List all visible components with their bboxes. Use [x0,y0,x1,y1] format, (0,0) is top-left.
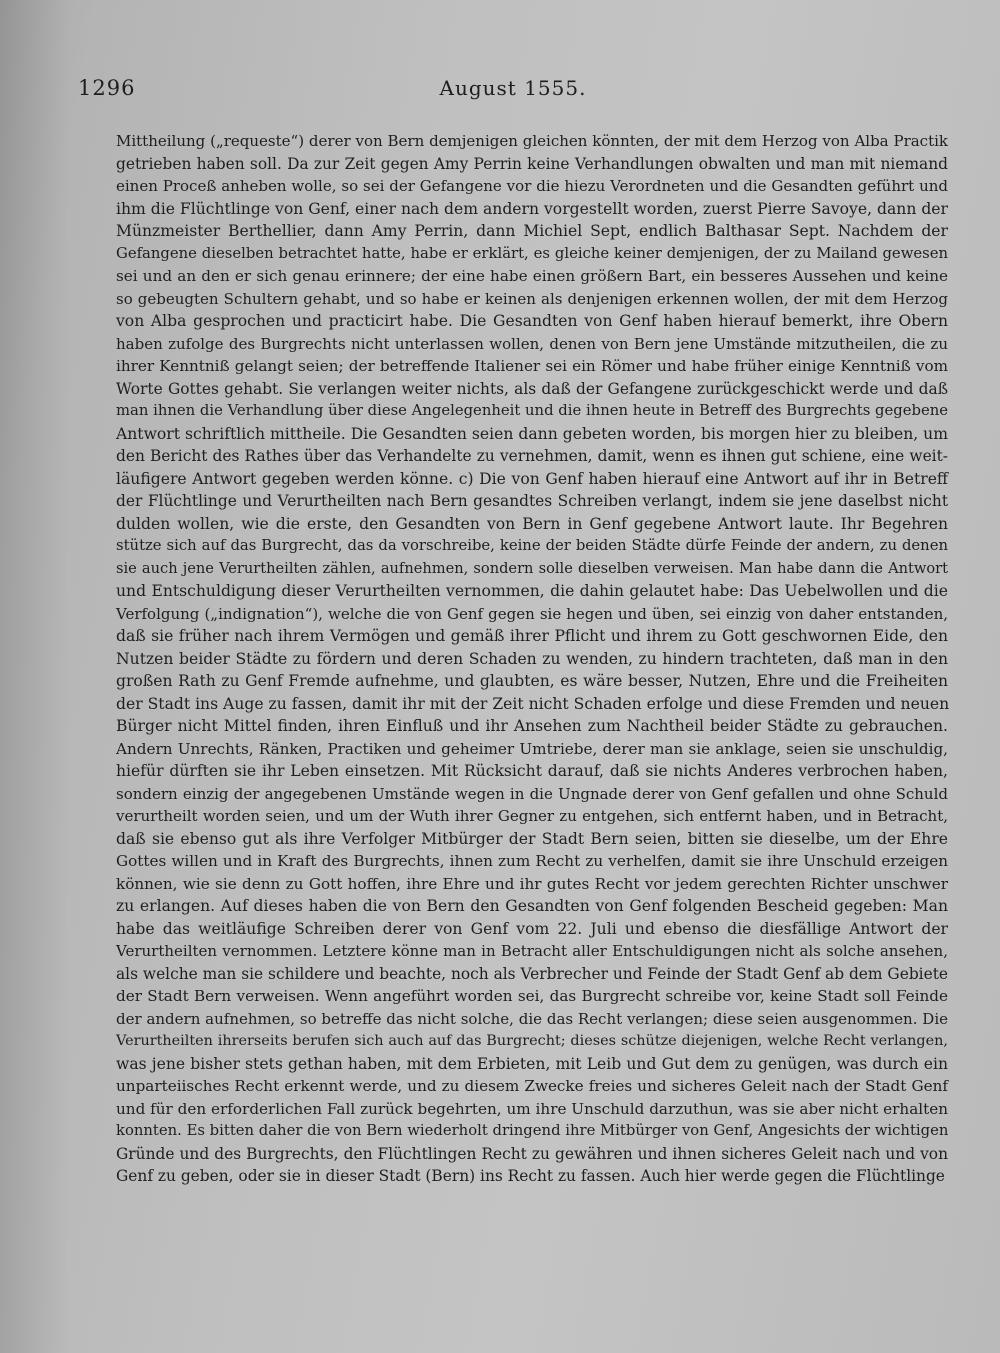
text-line: der Stadt ins Auge zu fassen, damit ihr mit der Zeit nicht Schaden erfolge und diese Fremden und neuen [116,694,950,713]
text-line: daß sie ebenso gut als ihre Verfolger Mitbürger der Stadt Bern seien, bitten sie dieselbe, um der Ehre [116,829,948,848]
text-line: so gebeugten Schultern gehabt, und so habe er keinen als denjenigen erkennen wollen, der mit dem Herzog [116,289,948,308]
text-line: haben zufolge des Burgrechts nicht unterlassen wollen, denen von Bern jene Umstände mitzutheilen, die zu [116,334,948,353]
text-line: dulden wollen, wie die erste, den Gesandten von Bern in Genf gegebene Antwort laute. Ihr Begehren [116,514,948,533]
page-gutter-shadow [0,0,70,1353]
text-line: Gefangene dieselben betrachtet hatte, habe er erklärt, es gleiche keiner demjenigen, der zu Mailand gewesen [116,244,948,262]
text-line: man ihnen die Verhandlung über diese Angelegenheit und die ihnen heute in Betreff des Burgrechts gegebene [116,402,948,419]
text-line: Mittheilung („requeste“) derer von Bern demjenigen gleichen könnten, der mit dem Herzog von Alba Practik [116,132,948,150]
text-line: Genf zu geben, oder sie in dieser Stadt (Bern) ins Recht zu fassen. Auch hier werde gegen die Flüchtlinge [116,1167,945,1185]
text-line: sie auch jene Verurtheilten zählen, aufnehmen, sondern solle dieselben verweisen. Man habe dann die Antwort [116,559,948,577]
text-line: Gottes willen und in Kraft des Burgrechts, ihnen zum Recht zu verhelfen, damit sie ihre Unschuld erzeigen [116,852,948,870]
text-line: hiefür dürften sie ihr Leben einsetzen. Mit Rücksicht darauf, daß sie nichts Anderes verbrochen haben, [116,762,948,780]
text-line: ihm die Flüchtlinge von Genf, einer nach dem andern vorgestellt worden, zuerst Pierre Savoye, dann der [116,199,948,218]
text-line: und Entschuldigung dieser Verurtheilten vernommen, die dahin gelautet habe: Das Uebelwollen und die [116,582,948,600]
text-line: Verurtheilten vernommen. Letztere könne man in Betracht aller Entschuldigungen nicht als solche ansehen, [116,942,948,960]
text-line: der andern aufnehmen, so betreffe das nicht solche, die das Recht verlangen; diese seien ausgenommen. Die [116,1009,948,1028]
text-line: Verurtheilten ihrerseits berufen sich auch auf das Burgrecht; dieses schütze diejenigen, welche Recht verlangen, [116,1033,948,1049]
running-head: August 1555. [439,76,587,100]
text-line: daß sie früher nach ihrem Vermögen und gemäß ihrer Pflicht und ihrem zu Gott geschwornen Eide, den [116,627,948,645]
text-line: stütze sich auf das Burgrecht, das da vorschreibe, keine der beiden Städte dürfe Feinde der andern, zu denen [116,537,948,554]
text-line: Antwort schriftlich mittheile. Die Gesandten seien dann gebeten worden, bis morgen hier zu bleiben, um [116,424,948,443]
text-body [116,130,948,1188]
text-line: können, wie sie denn zu Gott hoffen, ihre Ehre und ihr gutes Recht vor jedem gerechten Richter unschwer [116,874,948,893]
text-line: getrieben haben soll. Da zur Zeit gegen Amy Perrin keine Verhandlungen obwalten und man mit niemand [116,154,948,173]
text-line: der Flüchtlinge und Verurtheilten nach Bern gesandtes Schreiben verlangt, indem sie jene daselbst nicht [116,492,948,510]
text-line: konnten. Es bitten daher die von Bern wiederholt dringend ihre Mitbürger von Genf, Angesichts der wichtigen [116,1122,949,1139]
text-line: einen Proceß anheben wolle, so sei der Gefangene vor die hiezu Verordneten und die Gesandten geführt und [116,177,948,195]
text-line: sei und an den er sich genau erinnere; der eine habe einen größern Bart, ein besseres Aussehen und keine [116,267,948,285]
text-line: Münzmeister Berthellier, dann Amy Perrin, dann Michiel Sept, endlich Balthasar Sept. Nachdem der [116,222,948,240]
text-line: Bürger nicht Mittel finden, ihren Einfluß und ihr Ansehen zum Nachtheil beider Städte zu gebrauchen. [116,717,948,735]
text-line: und für den erforderlichen Fall zurück begehrten, um ihre Unschuld darzuthun, was sie aber nicht erhalten [116,1099,948,1118]
text-line: verurtheilt worden seien, und um der Wuth ihrer Gegner zu entgehen, sich entfernt haben, und in Betracht, [116,807,948,825]
text-line: als welche man sie schildere und beachte, noch als Verbrecher und Feinde der Stadt Genf ab dem Gebiete [116,964,948,983]
text-line: habe das weitläufige Schreiben derer von Genf vom 22. Juli und ebenso die diesfällige Antwort der [116,919,948,938]
page-header [78,76,918,110]
text-line: der Stadt Bern verweisen. Wenn angeführt worden sei, das Burgrecht schreibe vor, keine Stadt soll Feinde [116,987,948,1005]
text-line: von Alba gesprochen und practicirt habe. Die Gesandten von Genf haben hierauf bemerkt, ihre Obern [116,312,948,330]
text-line: zu erlangen. Auf dieses haben die von Bern den Gesandten von Genf folgenden Bescheid gegeben: Man [116,897,948,915]
text-line: Nutzen beider Städte zu fördern und deren Schaden zu wenden, zu hindern trachteten, daß man in den [116,649,948,668]
text-line: ihrer Kenntniß gelangt seien; der betreffende Italiener sei ein Römer und habe früher einige Kenntniß vom [116,357,948,375]
text-line: den Bericht des Rathes über das Verhandelte zu vernehmen, damit, wenn es ihnen gut schiene, eine weit- [116,447,948,465]
text-line: großen Rath zu Genf Fremde aufnehme, und glaubten, es wäre besser, Nutzen, Ehre und die Freiheiten [116,672,948,690]
text-line: sondern einzig der angegebenen Umstände wegen in die Ungnade derer von Genf gefallen und ohne Schuld [116,784,948,803]
text-line: läufigere Antwort gegeben werden könne. c) Die von Genf haben hierauf eine Antwort auf ihr in Betreff [116,469,948,488]
text-line: Worte Gottes gehabt. Sie verlangen weiter nichts, als daß der Gefangene zurückgeschickt werde und daß [116,379,948,398]
text-line: was jene bisher stets gethan haben, mit dem Erbieten, mit Leib und Gut dem zu genügen, was durch ein [116,1054,948,1073]
text-line: Verfolgung („indignation“), welche die von Genf gegen sie hegen und üben, sei einzig von daher entstanden, [116,604,948,623]
page-number: 1296 [78,76,136,100]
text-line: Gründe und des Burgrechts, den Flüchtlingen Recht zu gewähren und ihnen sicheres Geleit nach und von [116,1144,948,1163]
text-line: Andern Unrechts, Ränken, Practiken und geheimer Umtriebe, derer man sie anklage, seien sie unschuldig, [116,739,948,758]
text-line: unparteiisches Recht erkennt werde, und zu diesem Zwecke freies und sicheres Geleit nach der Stadt Genf [116,1077,948,1095]
